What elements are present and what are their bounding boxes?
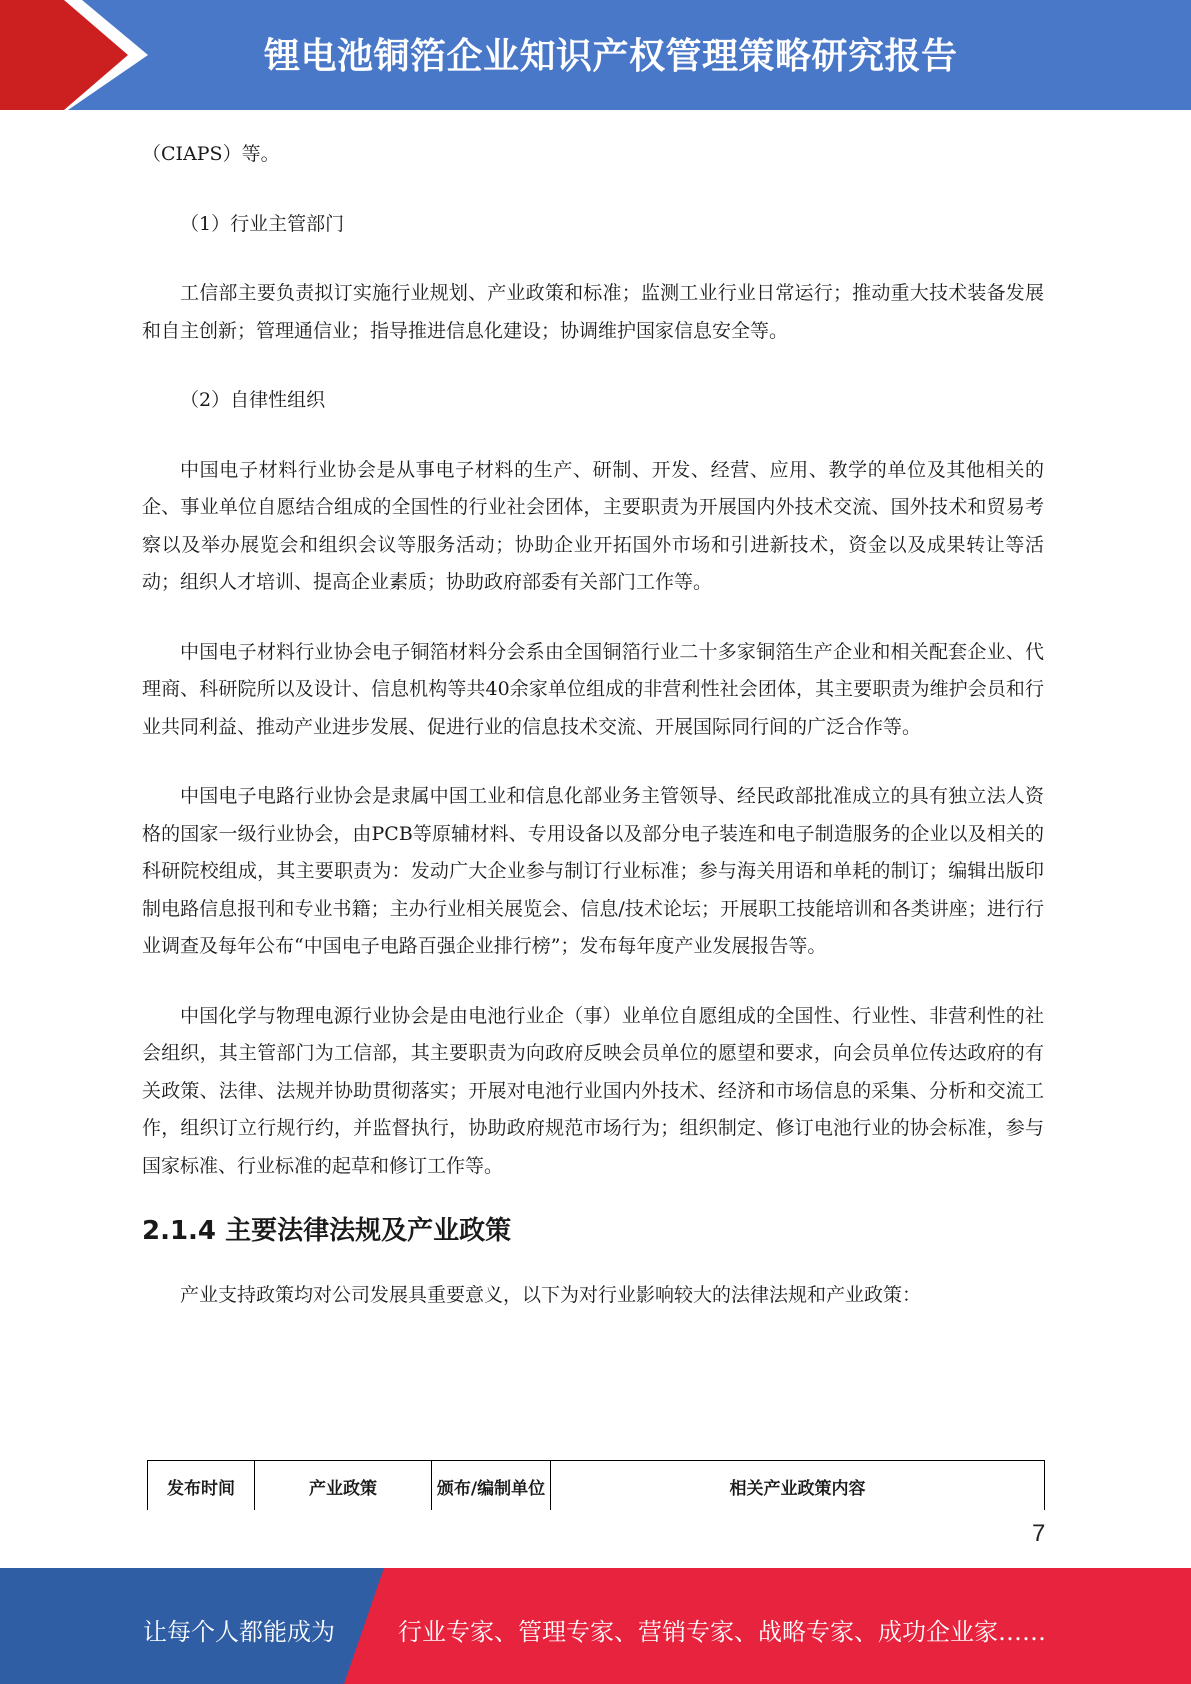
page-header (0, 0, 1191, 110)
column-header-issuer: 颁布/编制单位 (432, 1461, 551, 1511)
paragraph-circuit-association: 中国电子电路行业协会是隶属中国工业和信息化部业务主管领导、经民政部批准成立的具有独立法人资格的国家一级行业协会，由PCB等原辅材料、专用设备以及部分电子装连和电子制造服务的企业以及相关的科研院校组成，其主要职责为：发动广大企业参与制订行业标准；参与海关用语和单耗的制订；编辑出版印制电路信息报刊和专业书籍；主办行业相关展览会、信息/技术论坛；开展职工技能培训和各类讲座；进行行业调查及每年公布“中国电子电路百强企业排行榜”；发布每年度产业发展报告等。 (142, 785, 1044, 957)
subheading-industry-authority: （1）行业主管部门 (180, 212, 345, 235)
paragraph-electronic-materials-association: 中国电子材料行业协会是从事电子材料的生产、研制、开发、经营、应用、教学的单位及其他相关的企、事业单位自愿结合组成的全国性的行业社会团体，主要职责为开展国内外技术交流、国外技术和贸易考察以及举办展览会和组织会议等服务活动；协助企业开拓国外市场和引进新技术，资金以及成果转让等活动；组织人才培训、提高企业素质；协助政府部委有关部门工作等。 (142, 458, 1044, 593)
page-number: 7 (1032, 1520, 1046, 1547)
document-body (142, 136, 1044, 1315)
policy-table (147, 1460, 1045, 1510)
footer-slogan-left: 让每个人都能成为 (143, 1618, 335, 1646)
paragraph-copper-foil-branch: 中国电子材料行业协会电子铜箔材料分会系由全国铜箔行业二十多家铜箔生产企业和相关配套企业、代理商、科研院所以及设计、信息机构等共40余家单位组成的非营利性社会团体，其主要职责为维护会员和行业共同利益、推动产业进步发展、促进行业的信息技术交流、开展国际同行间的广泛合作等。 (142, 640, 1044, 738)
column-header-policy: 产业政策 (255, 1461, 432, 1511)
report-title: 锂电池铜箔企业知识产权管理策略研究报告 (264, 36, 958, 77)
section-heading: 2.1.4 主要法律法规及产业政策 (142, 1216, 512, 1246)
body-line-continuation: （CIAPS）等。 (142, 143, 280, 165)
column-header-date: 发布时间 (148, 1461, 255, 1511)
subheading-self-regulatory: （2）自律性组织 (180, 389, 326, 411)
paragraph-miit: 工信部主要负责拟订实施行业规划、产业政策和标准；监测工业行业日常运行；推动重大技术装备发展和自主创新；管理通信业；指导推进信息化建设；协调维护国家信息安全等。 (142, 282, 1044, 342)
column-header-content: 相关产业政策内容 (551, 1461, 1045, 1511)
paragraph-policy-intro: 产业支持政策均对公司发展具重要意义，以下为对行业影响较大的法律法规和产业政策： (180, 1284, 922, 1306)
paragraph-power-source-association: 中国化学与物理电源行业协会是由电池行业企（事）业单位自愿组成的全国性、行业性、非营利性的社会组织，其主管部门为工信部，其主要职责为向政府反映会员单位的愿望和要求，向会员单位传达政府的有关政策、法律、法规并协助贯彻落实；开展对电池行业国内外技术、经济和市场信息的采集、分析和交流工作，组织订立行规行约，并监督执行，协助政府规范市场行为；组织制定、修订电池行业的协会标准，参与国家标准、行业标准的起草和修订工作等。 (142, 1004, 1044, 1177)
table-header-row (148, 1461, 1045, 1511)
header-arrow (0, 0, 128, 110)
footer-slogan-right: 行业专家、管理专家、营销专家、战略专家、成功企业家…… (398, 1618, 1046, 1646)
page-footer (0, 1568, 1191, 1684)
